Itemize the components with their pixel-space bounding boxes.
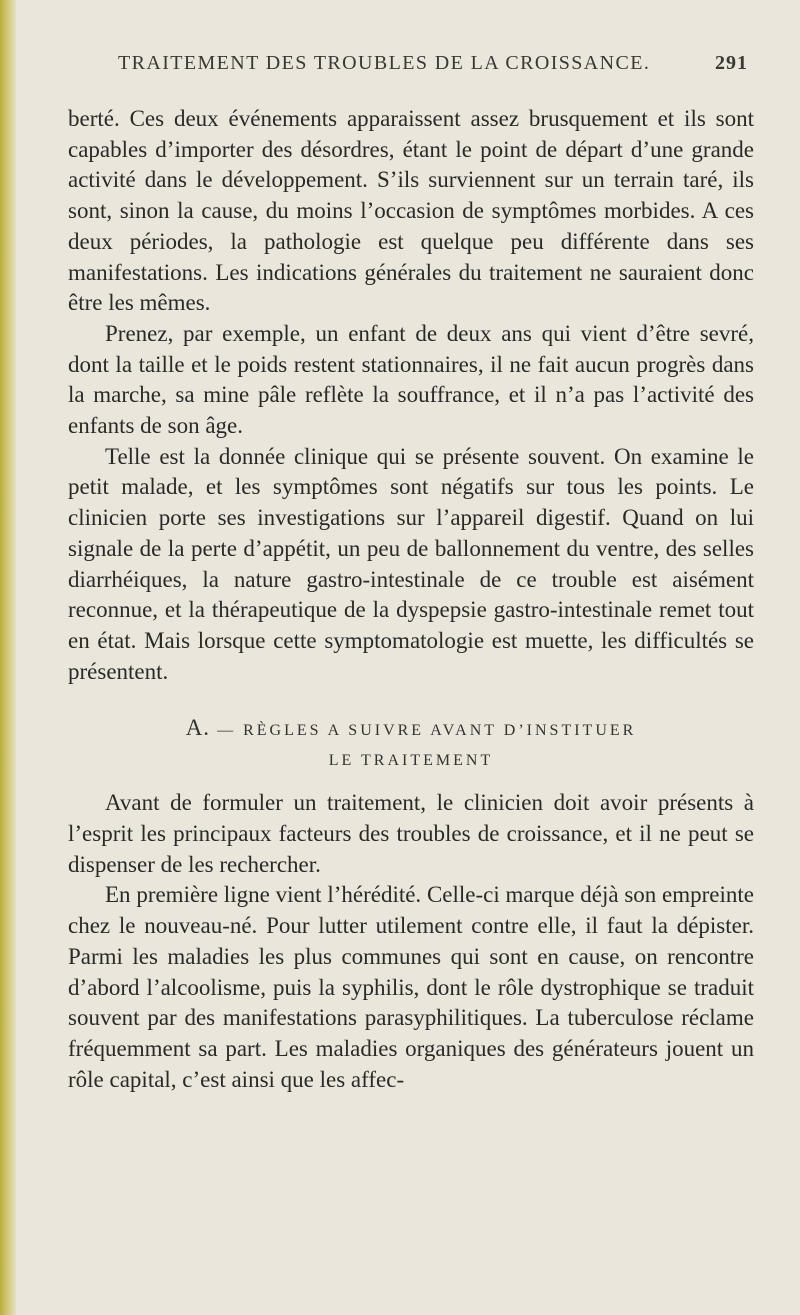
section-title-line-2: LE TRAITEMENT bbox=[328, 752, 494, 770]
page-number: 291 bbox=[715, 52, 748, 74]
paragraph-heredity: En première ligne vient l’hérédité. Celle-ci marque déjà son empreinte chez le nouveau-né. Pour lutter utilement contre elle, il faut la dépister. Parmi les maladies les plus communes qui sont en cause, on rencontre d’abord l’alcoolisme, puis la syphilis, dont le rôle dystrophique se traduit souvent par des manifestations parasyphilitiques. La tuberculose réclame fréquemment sa part. Les maladies organiques des générateurs jouent un rôle capital, c’est ainsi que les affec- bbox=[68, 882, 754, 1092]
section-title-line-1: RÈGLES A SUIVRE AVANT D’INSTITUER bbox=[243, 722, 637, 740]
body-text bbox=[68, 104, 754, 1095]
section-letter: A. bbox=[185, 715, 211, 741]
section-heading bbox=[68, 713, 754, 776]
paragraph-clinical: Telle est la donnée clinique qui se présente souvent. On examine le petit malade, et les symptômes sont négatifs sur tous les points. Le clinicien porte ses investigations sur l’appareil digestif. Quand on lui signale de la perte d’appétit, un peu de ballonnement du ventre, des selles diarrhéiques, la nature gastro-intestinale de ce trouble est aisément reconnue, et la thérapeutique de la dyspepsie gastro-intestinale remet tout en état. Mais lorsque cette symptomatologie est muette, les difficultés se présentent. bbox=[68, 443, 754, 684]
paragraph-example: Prenez, par exemple, un enfant de deux ans qui vient d’être sevré, dont la taille et le poids restent stationnaires, il ne fait aucun progrès dans la marche, sa mine pâle reflète la souffrance, et il n’a pas l’activité des enfants de son âge. bbox=[68, 320, 754, 439]
section-dash: — bbox=[217, 722, 237, 740]
running-head bbox=[118, 52, 748, 82]
section-heading-line-1 bbox=[68, 713, 754, 746]
running-title: TRAITEMENT DES TROUBLES DE LA CROISSANCE. bbox=[118, 52, 651, 74]
paragraph-before-treatment: Avant de formuler un traitement, le clinicien doit avoir présents à l’esprit les principaux facteurs des troubles de croissance, et il ne peut se dispenser de les rechercher. bbox=[68, 790, 754, 877]
paragraph-continuation: berté. Ces deux événements apparaissent assez brusquement et ils sont capables d’importer des désordres, étant le point de départ d’une grande activité dans le développement. S’ils surviennent sur un terrain taré, ils sont, sinon la cause, du moins l’occasion de symptômes morbides. A ces deux périodes, la pathologie est quelque peu différente dans ses manifestations. Les indications générales du traitement ne sauraient donc être les mêmes. bbox=[68, 106, 754, 316]
